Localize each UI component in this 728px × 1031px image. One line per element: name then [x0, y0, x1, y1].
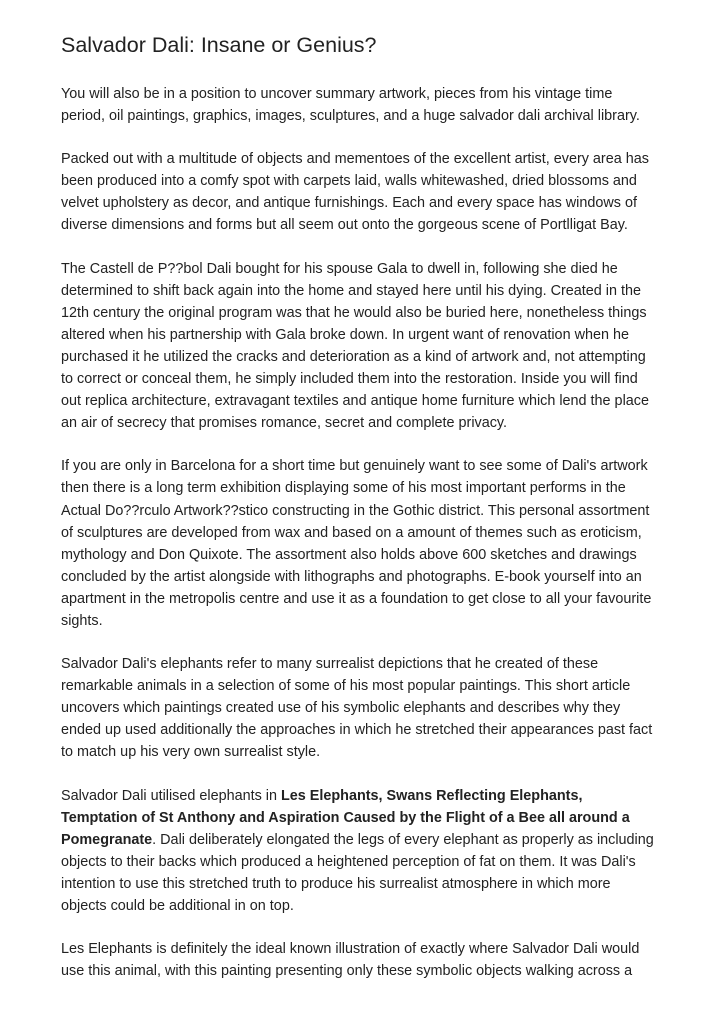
text-line [61, 105, 671, 127]
text-line [61, 500, 671, 522]
text-run: purchased it he utilized the cracks and deterioration as a kind of artwork and, not attempting [61, 348, 646, 365]
text-run: Salvador Dali utilised elephants in [61, 787, 281, 804]
text-run: remarkable animals in a selection of some of his most popular paintings. This short article [61, 678, 631, 695]
text-run: concluded by the artist alongside with lithographs and photographs. E-book yourself into an [61, 568, 642, 585]
text-run: ended up used additionally the approaches in which he stretched their appearances past fact [61, 722, 653, 739]
document-page [61, 30, 671, 1003]
text-run: use this animal, with this painting presenting only these symbolic objects walking across a [61, 963, 633, 980]
text-line [61, 960, 671, 982]
text-run: been produced into a comfy spot with carpets laid, walls whitewashed, dried blossoms and [61, 173, 637, 190]
text-run: to match up his very own surrealist style. [61, 744, 321, 761]
text-run: Les Elephants is definitely the ideal known illustration of exactly where Salvador Dali would [61, 941, 640, 958]
article-body [61, 83, 671, 982]
text-run: Salvador Dali's elephants refer to many surrealist depictions that he created of these [61, 656, 599, 673]
text-run: intention to use this stretched truth to produce his surrealist atmosphere in which more [61, 875, 611, 892]
paragraph [61, 258, 671, 435]
bold-text-run: Les Elephants, Swans Reflecting Elephants, [280, 787, 583, 804]
text-line [61, 566, 671, 588]
text-line [61, 192, 671, 214]
text-line [61, 829, 671, 851]
text-line [61, 610, 671, 632]
text-line [61, 873, 671, 895]
paragraph [61, 83, 671, 127]
text-run: Packed out with a multitude of objects and mementoes of the excellent artist, every area has [61, 151, 649, 168]
text-run: diverse dimensions and forms but all seem out onto the gorgeous scene of Portlligat Bay. [61, 217, 628, 234]
text-run: objects to their backs which produced a heightened perception of fat on them. It was Dali's [61, 853, 636, 870]
paragraph [61, 785, 671, 918]
text-run: The Castell de P??bol Dali bought for his spouse Gala to dwell in, following she died he [61, 260, 618, 277]
text-line [61, 588, 671, 610]
text-line [61, 148, 671, 170]
text-line [61, 741, 671, 763]
text-line [61, 851, 671, 873]
text-run: then there is a long term exhibition displaying some of his most important performs in the [61, 480, 626, 497]
text-line [61, 83, 671, 105]
text-run: mythology and Don Quixote. The assortment also holds above 600 sketches and drawings [61, 546, 637, 563]
text-line [61, 455, 671, 477]
text-run: an air of secrecy that promises romance, secret and complete privacy. [61, 415, 508, 432]
text-line [61, 368, 671, 390]
text-run: sights. [61, 612, 103, 629]
text-run: . Dali deliberately elongated the legs of every elephant as properly as including [152, 831, 654, 848]
text-line [61, 214, 671, 236]
text-run: determined to shift back again into the home and stayed here until his dying. Created in the [61, 282, 641, 299]
text-line [61, 280, 671, 302]
text-run: If you are only in Barcelona for a short time but genuinely want to see some of Dali's artwork [61, 458, 648, 475]
text-line [61, 785, 671, 807]
bold-text-run: Pomegranate [61, 831, 153, 848]
text-run: period, oil paintings, graphics, images, sculptures, and a huge salvador dali archival library. [61, 108, 640, 125]
paragraph [61, 938, 671, 982]
text-line [61, 412, 671, 434]
text-run: You will also be in a position to uncover summary artwork, pieces from his vintage time [61, 86, 613, 102]
text-line [61, 170, 671, 192]
paragraph [61, 455, 671, 632]
text-line [61, 697, 671, 719]
text-line [61, 258, 671, 280]
text-run: apartment in the metropolis centre and use it as a foundation to get close to all your favourite [61, 590, 652, 607]
text-line [61, 346, 671, 368]
page-title: Salvador Dali: Insane or Genius? [61, 33, 377, 57]
text-line [61, 390, 671, 412]
text-line [61, 544, 671, 566]
text-run: velvet upholstery as decor, and antique furnishings. Each and every space has windows of [61, 195, 637, 212]
paragraph [61, 653, 671, 763]
text-run: to correct or conceal them, he simply included them into the restoration. Inside you will find [61, 371, 638, 388]
text-line [61, 324, 671, 346]
text-line [61, 477, 671, 499]
text-line [61, 302, 671, 324]
text-run: 12th century the original program was that he would also be buried here, nonetheless things [61, 304, 647, 321]
text-run: objects could be additional in on top. [61, 898, 294, 914]
text-line [61, 522, 671, 544]
text-run: Actual Do??rculo Artwork??stico constructing in the Gothic district. This personal assortment [61, 502, 650, 519]
text-line [61, 653, 671, 675]
text-line [61, 938, 671, 960]
text-run: of sculptures are developed from wax and based on a amount of themes such as eroticism, [61, 524, 642, 541]
text-run: altered when his partnership with Gala broke down. In urgent want of renovation when he [61, 326, 629, 343]
text-line [61, 895, 671, 917]
text-run: out replica architecture, extravagant textiles and antique home furniture which lend the place [61, 393, 649, 410]
text-line [61, 807, 671, 829]
text-run: uncovers which paintings created use of his symbolic elephants and describes why they [61, 700, 621, 717]
text-line [61, 675, 671, 697]
text-line [61, 719, 671, 741]
paragraph [61, 148, 671, 236]
bold-text-run: Temptation of St Anthony and Aspiration Caused by the Flight of a Bee all around a [61, 809, 630, 826]
